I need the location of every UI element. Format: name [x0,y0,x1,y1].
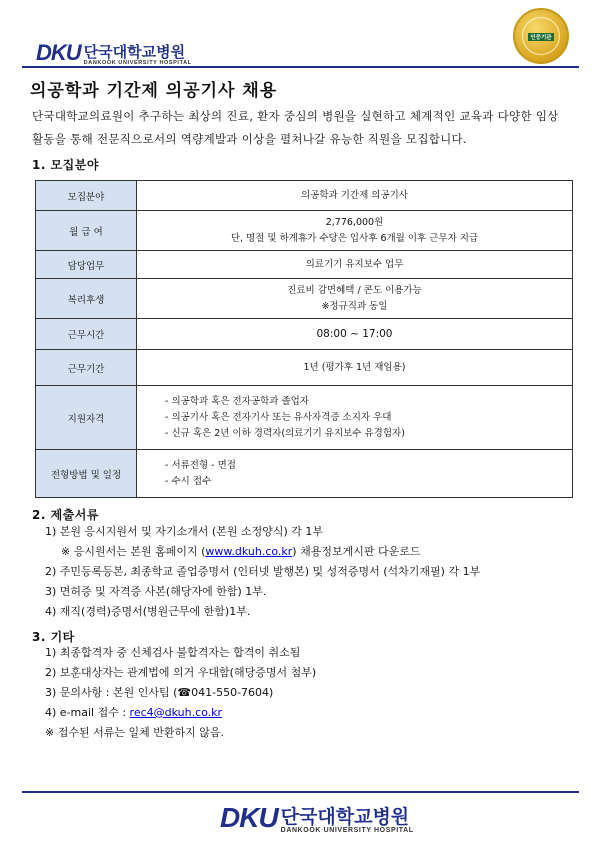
list-item-note: ※ 응시원서는 본원 홈페이지 (www.dkuh.co.kr) 채용정보게시판 다운로드 [61,545,421,558]
row-label: 복리후생 [36,279,137,319]
list-item: ※ 접수된 서류는 일체 반환하지 않음. [45,726,224,739]
list-item: 2) 주민등록등본, 최종학교 졸업증명서 (인터넷 발행본) 및 성적증명서 (석차기재필) 각 1부 [45,565,481,578]
email-link[interactable]: rec4@dkuh.co.kr [129,706,223,719]
hospital-name-en: DANKOOK UNIVERSITY HOSPITAL [83,60,192,66]
header-divider [22,66,579,68]
section3-heading: 3. 기타 [32,630,75,644]
row-value: 08:00 ~ 17:00 [137,319,573,350]
row-label: 지원자격 [36,386,137,450]
list-item: 1) 최종합격자 중 신체검사 불합격자는 합격이 취소됨 [45,646,301,659]
row-label: 월 급 여 [36,211,137,251]
hospital-name-kr: 단국대학교병원 [83,43,186,61]
footer-divider [22,791,579,793]
homepage-link[interactable]: www.dkuh.co.kr [205,545,293,558]
intro-paragraph: 단국대학교의료원이 추구하는 최상의 진료, 환자 중심의 병원을 실현하고 체계적인 교육과 다양한 임상활동을 통해 전문직으로서의 역량계발과 이상을 펼쳐나갈 유능한 직원을 모집합니다. [32,109,559,146]
badge-label: 인증기관 [530,35,552,41]
list-item: 4) e-mail 접수 : rec4@dkuh.co.kr [45,706,223,719]
row-value: - 서류전형 - 면접 - 수시 접수 [137,450,573,498]
recruitment-table [35,180,573,498]
table-row [36,181,573,211]
table-row [36,386,573,450]
row-value: 2,776,000원 단, 명절 및 하계휴가 수당은 입사후 6개월 이후 근무자 지급 [137,211,573,251]
table-row [36,279,573,319]
row-label: 근무시간 [36,319,137,350]
row-value: - 의공학과 혹은 전자공학과 졸업자 - 의공기사 혹은 전자기사 또는 유사자격증 소지자 우대 - 신규 혹은 2년 이하 경력자(의료기기 유지보수 유경험자) [137,386,573,450]
row-label: 전형방법 및 일정 [36,450,137,498]
row-value: 진료비 감면혜택 / 콘도 이용가능 ※정규직과 동일 [137,279,573,319]
row-label: 담당업무 [36,251,137,279]
table-row [36,450,573,498]
row-value: 의공학과 기간제 의공기사 [137,181,573,211]
list-item: 2) 보훈대상자는 관계법에 의거 우대함(해당증명서 첨부) [45,666,317,679]
certification-badge-icon [513,8,569,64]
header-logo [36,40,192,66]
list-item: 4) 재직(경력)증명서(병원근무에 한함)1부. [45,605,251,618]
hospital-name-en: DANKOOK UNIVERSITY HOSPITAL [280,827,414,834]
list-item: 3) 면허증 및 자격증 사본(해당자에 한함) 1부. [45,585,267,598]
misc-list [45,643,316,743]
section1-heading: 1. 모집분야 [32,158,99,172]
row-label: 모집분야 [36,181,137,211]
list-item: 3) 문의사항 : 본원 인사팀 (☎041-550-7604) [45,686,274,699]
row-value: 의료기기 유지보수 업무 [137,251,573,279]
row-value: 1년 (평가후 1년 재임용) [137,350,573,386]
hospital-name-kr: 단국대학교병원 [280,806,410,828]
table-row [36,350,573,386]
table-row [36,211,573,251]
dku-logo-mark: DKU [220,802,278,833]
dku-logo-mark: DKU [36,40,81,65]
row-label: 근무기간 [36,350,137,386]
section2-heading: 2. 제출서류 [32,508,99,522]
list-item: 1) 본원 응시지원서 및 자기소개서 (본원 소정양식) 각 1부 [45,525,323,538]
footer-logo [220,802,414,834]
documents-list [45,522,480,622]
page-title: 의공학과 기간제 의공기사 채용 [30,81,278,101]
table-row [36,251,573,279]
table-row [36,319,573,350]
